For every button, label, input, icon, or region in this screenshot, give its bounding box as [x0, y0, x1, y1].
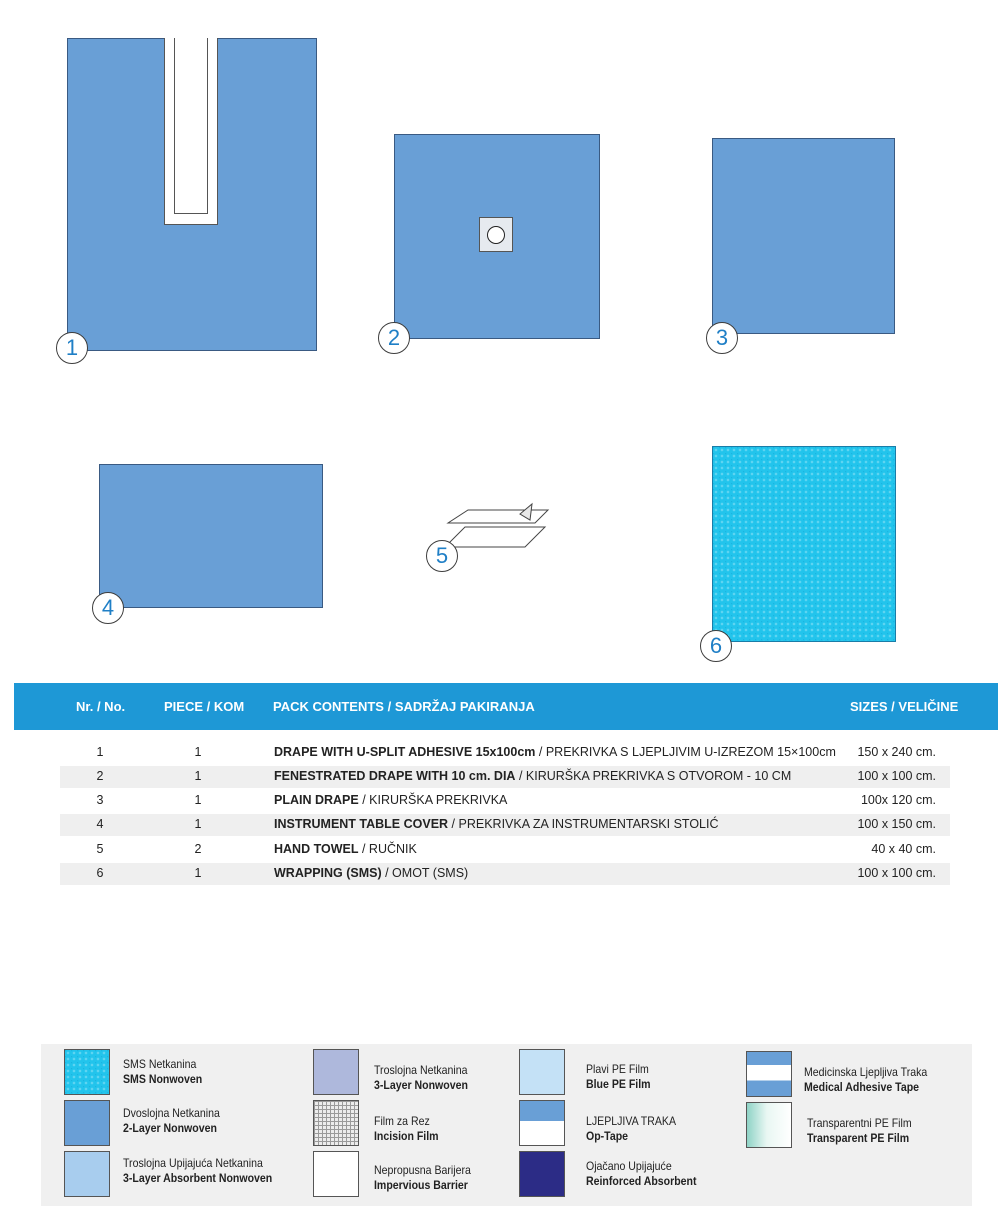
item-number-2: 2 — [378, 322, 410, 354]
hand-towel-illustration — [440, 500, 555, 555]
cell-name-en: INSTRUMENT TABLE COVER — [274, 817, 449, 831]
table-row — [60, 863, 950, 885]
cell-nr: 3 — [96, 793, 104, 807]
item-number-3: 3 — [706, 322, 738, 354]
cell-size: 40 x 40 cm. — [871, 842, 936, 856]
cell-name-en: PLAIN DRAPE — [274, 793, 359, 807]
table-row — [60, 839, 950, 861]
material-legend — [41, 1044, 972, 1206]
cell-contents — [274, 817, 719, 831]
cell-piece: 1 — [194, 817, 202, 831]
cell-size: 150 x 240 cm. — [857, 745, 936, 759]
swatch-sms-nonwoven — [64, 1049, 110, 1095]
item-number-5: 5 — [426, 540, 458, 572]
sms-wrapping-illustration — [712, 446, 896, 642]
cell-piece: 1 — [194, 769, 202, 783]
cell-nr: 5 — [96, 842, 104, 856]
swatch-reinforced-absorbent — [519, 1151, 565, 1197]
cell-size: 100 x 100 cm. — [857, 866, 936, 880]
plain-drape-illustration — [712, 138, 895, 334]
cell-contents — [274, 842, 417, 856]
item-number-1: 1 — [56, 332, 88, 364]
cell-name-hr: / KIRURŠKA PREKRIVKA — [358, 793, 508, 807]
table-row — [60, 814, 950, 836]
legend-transparent-pe-label: Transparentni PE Film Transparent PE Film — [807, 1116, 912, 1145]
legend-3-layer-absorbent-label: Troslojna Upijajuća Netkanina 3-Layer Absorbent Nonwoven — [123, 1156, 273, 1185]
cell-contents — [274, 866, 468, 880]
swatch-impervious-barrier — [313, 1151, 359, 1197]
instrument-table-cover-illustration — [99, 464, 323, 608]
legend-op-tape-label: LJEPLJIVA TRAKA Op-Tape — [586, 1114, 677, 1143]
legend-2-layer-label: Dvoslojna Netkanina 2-Layer Nonwoven — [123, 1106, 220, 1135]
u-split-adhesive-inner — [174, 38, 208, 214]
header-piece: PIECE / KOM — [164, 699, 245, 714]
cell-nr: 6 — [96, 866, 104, 880]
cell-nr: 4 — [96, 817, 104, 831]
cell-contents — [274, 769, 791, 783]
cell-name-hr: / KIRURŠKA PREKRIVKA S OTVOROM - 10 CM — [515, 769, 792, 783]
cell-nr: 2 — [96, 769, 104, 783]
table-row — [60, 790, 950, 812]
swatch-medical-adhesive-tape — [746, 1051, 792, 1097]
legend-impervious-label: Nepropusna Barijera Impervious Barrier — [374, 1163, 471, 1192]
swatch-transparent-pe-film — [746, 1102, 792, 1148]
cell-piece: 2 — [194, 842, 202, 856]
swatch-op-tape — [519, 1100, 565, 1146]
legend-sms-label: SMS Netkanina SMS Nonwoven — [123, 1057, 203, 1086]
cell-name-hr: / PREKRIVKA S LJEPLJIVIM U-IZREZOM 15×100cm — [535, 745, 836, 759]
cell-name-hr: / RUČNIK — [358, 842, 417, 856]
legend-incision-label: Film za Rez Incision Film — [374, 1114, 439, 1143]
table-row — [60, 742, 950, 764]
cell-name-hr: / PREKRIVKA ZA INSTRUMENTARSKI STOLIĆ — [448, 817, 719, 831]
header-contents: PACK CONTENTS / SADRŽAJ PAKIRANJA — [273, 699, 535, 714]
cell-name-en: WRAPPING (SMS) — [274, 866, 382, 880]
cell-name-en: DRAPE WITH U-SPLIT ADHESIVE 15x100cm — [274, 745, 536, 759]
cell-name-hr: / OMOT (SMS) — [381, 866, 469, 880]
cell-size: 100 x 150 cm. — [857, 817, 936, 831]
cell-size: 100 x 100 cm. — [857, 769, 936, 783]
swatch-2-layer-nonwoven — [64, 1100, 110, 1146]
fenestration-hole — [487, 226, 505, 244]
cell-piece: 1 — [194, 866, 202, 880]
legend-3-layer-label: Troslojna Netkanina 3-Layer Nonwoven — [374, 1063, 468, 1092]
item-number-4: 4 — [92, 592, 124, 624]
legend-reinforced-label: Ojačano Upijajuće Reinforced Absorbent — [586, 1159, 697, 1188]
table-row — [60, 766, 950, 788]
cell-name-en: FENESTRATED DRAPE WITH 10 cm. DIA — [274, 769, 516, 783]
swatch-3-layer-nonwoven — [313, 1049, 359, 1095]
cell-contents — [274, 793, 507, 807]
cell-name-en: HAND TOWEL — [274, 842, 359, 856]
swatch-incision-film — [313, 1100, 359, 1146]
swatch-blue-pe-film — [519, 1049, 565, 1095]
header-nr: Nr. / No. — [76, 699, 126, 714]
header-sizes: SIZES / VELIČINE — [850, 699, 959, 714]
swatch-3-layer-absorbent — [64, 1151, 110, 1197]
cell-contents — [274, 745, 836, 759]
legend-med-tape-label: Medicinska Ljepljiva Traka Medical Adhesive Tape — [804, 1065, 928, 1094]
cell-piece: 1 — [194, 793, 202, 807]
table-header — [14, 683, 998, 730]
item-number-6: 6 — [700, 630, 732, 662]
cell-nr: 1 — [96, 745, 104, 759]
cell-size: 100x 120 cm. — [860, 793, 936, 807]
cell-piece: 1 — [194, 745, 202, 759]
legend-blue-pe-label: Plavi PE Film Blue PE Film — [586, 1062, 651, 1091]
